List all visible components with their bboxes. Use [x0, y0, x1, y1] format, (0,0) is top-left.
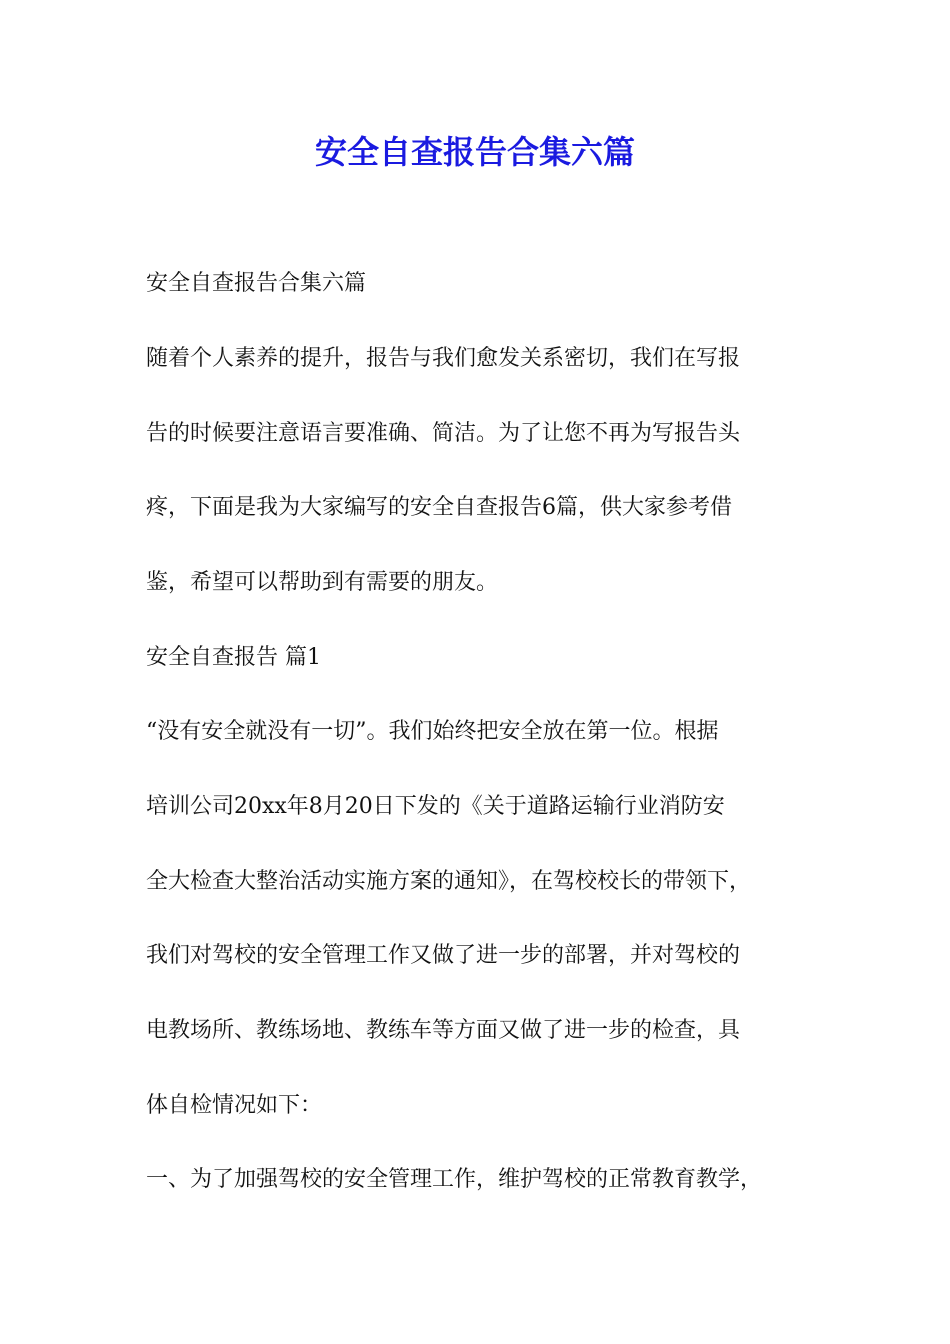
- paragraph-line: 培训公司20xx年8月20日下发的《关于道路运输行业消防安: [146, 794, 725, 819]
- section-heading: 安全自查报告 篇1: [146, 645, 321, 670]
- paragraph-line: 我们对驾校的安全管理工作又做了进一步的部署，并对驾校的: [146, 943, 741, 968]
- document-title: 安全自查报告合集六篇: [314, 133, 635, 171]
- subtitle-line: 安全自查报告合集六篇: [146, 271, 367, 296]
- paragraph-line: 一、为了加强驾校的安全管理工作，维护驾校的正常教育教学，: [146, 1167, 763, 1192]
- paragraph-line: 随着个人素养的提升，报告与我们愈发关系密切，我们在写报: [146, 346, 741, 371]
- paragraph-line: 告的时候要注意语言要准确、简洁。为了让您不再为写报告头: [146, 421, 741, 446]
- paragraph-line: “没有安全就没有一切”。我们始终把安全放在第一位。根据: [146, 719, 719, 744]
- paragraph-line: 体自检情况如下：: [146, 1093, 323, 1118]
- paragraph-line: 鉴，希望可以帮助到有需要的朋友。: [146, 570, 499, 595]
- paragraph-line: 疼，下面是我为大家编写的安全自查报告6篇，供大家参考借: [146, 495, 732, 520]
- paragraph-line: 电教场所、教练场地、教练车等方面又做了进一步的检查，具: [146, 1018, 741, 1043]
- paragraph-line: 全大检查大整治活动实施方案的通知》，在驾校校长的带领下，: [146, 869, 752, 894]
